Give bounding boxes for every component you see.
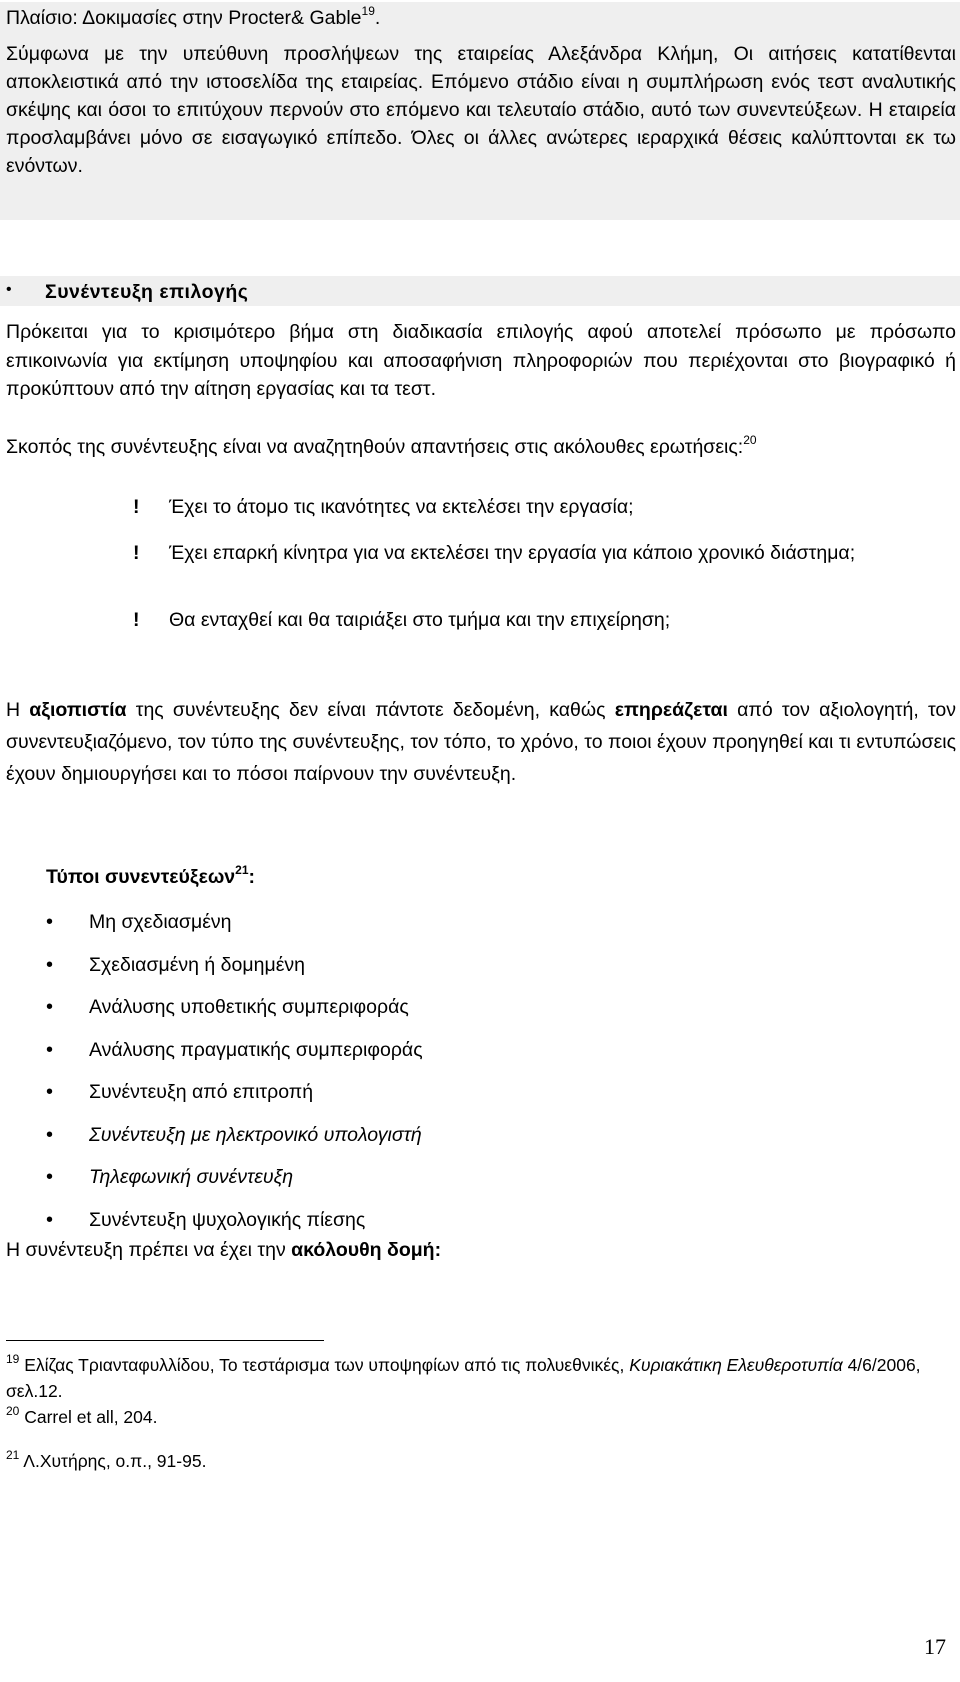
para3-part: Η — [6, 699, 30, 721]
footnote-ref-21[interactable]: 21 — [235, 863, 249, 877]
list-item — [46, 1163, 423, 1206]
footnote-text: Ελίζας Τριανταφυλλίδου, Το τεστάρισμα των υποψηφίων από τις πολυεθνικές, — [24, 1355, 630, 1375]
exclamation-bullet-icon: ! — [133, 542, 140, 564]
types-heading-colon: : — [248, 866, 256, 888]
paragraph-purpose-text: Σκοπός της συνέντευξης είναι να αναζητηθούν απαντήσεις στις ακόλουθες ερωτήσεις: — [6, 436, 744, 458]
list-item-text: Συνέντευξη από επιτροπή — [89, 1081, 314, 1103]
footnote-separator — [6, 1340, 324, 1341]
footnote-italic: Κυριακάτικη Ελευθεροτυπία — [629, 1355, 843, 1375]
para3-part: από τον αξιολογητή, τον συνεντευξιαζόμενο, τον τύπο της συνέντευξης, τον τόπο, το χρόνο, το ποιοι έχουν προηγηθεί και τι εντυπώσεις έχουν δημιουργήσει και το πόσοι παίρνουν την συνέντευξη. — [6, 699, 956, 785]
paragraph-purpose — [6, 431, 956, 463]
footnote-text: Λ.Χυτήρης, ο.π., 91-95. — [23, 1451, 207, 1471]
section-bullet-icon: • — [6, 281, 12, 298]
structure-bold: ακόλουθη δομή: — [291, 1239, 442, 1261]
question-text: Έχει επαρκή κίνητρα για να εκτελέσει την εργασία για κάποιο χρονικό διάστημα; — [169, 542, 856, 564]
footnote-text: Carrel et all, 204. — [24, 1407, 158, 1427]
bullet-icon: • — [46, 1081, 54, 1103]
list-item-text: Ανάλυσης πραγματικής συμπεριφοράς — [89, 1038, 423, 1061]
question-item — [133, 606, 956, 634]
paragraph-reliability — [6, 694, 956, 790]
box-title-tail: . — [374, 7, 381, 29]
list-item — [46, 1121, 423, 1164]
bullet-icon: • — [46, 1038, 54, 1061]
list-item — [46, 1036, 423, 1079]
footnote-number: 21 — [6, 1448, 20, 1462]
question-text: Θα ενταχθεί και θα ταιριάξει στο τμήμα και την επιχείρηση; — [169, 609, 671, 631]
structure-line — [6, 1236, 441, 1264]
section-title: Συνέντευξη επιλογής — [45, 281, 249, 303]
footnote-ref-20[interactable]: 20 — [743, 433, 757, 447]
bullet-icon: • — [46, 1208, 54, 1231]
footnote-number: 19 — [6, 1352, 20, 1366]
footnote-tail: 4/6/2006, σελ.12. — [6, 1355, 921, 1401]
footnote-20 — [6, 1404, 956, 1430]
list-item-text: Συνέντευξη με ηλεκτρονικό υπολογιστή — [89, 1123, 422, 1146]
bullet-icon: • — [46, 1123, 54, 1146]
types-heading-text: Τύποι συνεντεύξεων — [46, 866, 236, 888]
box-title-text: Πλαίσιο: Δοκιμασίες στην Procter& Gable — [6, 7, 362, 29]
list-item-text: Μη σχεδιασμένη — [89, 911, 232, 933]
types-list — [46, 908, 423, 1248]
box-title — [6, 4, 380, 32]
para3-bold-reliability: αξιοπιστία — [29, 699, 127, 721]
list-item-text: Σχεδιασμένη ή δομημένη — [89, 953, 305, 976]
para3-part: της συνέντευξης δεν είναι πάντοτε δεδομένη, καθώς — [126, 699, 615, 721]
footnote-21 — [6, 1448, 956, 1474]
footnote-ref-19[interactable]: 19 — [361, 4, 375, 18]
footnote-19 — [6, 1352, 956, 1404]
paragraph-intro: Πρόκειται για το κρισιμότερο βήμα στη διαδικασία επιλογής αφού αποτελεί πρόσωπο με πρόσωπο επικοινωνία για εκτίμηση υποψηφίου και αποσαφήνιση πληροφοριών που περιέχονται στο βιογραφικό ή προκύπτουν από την αίτηση εργασίας και τα τεστ. — [6, 321, 956, 400]
question-item — [133, 493, 956, 521]
exclamation-bullet-icon: ! — [133, 496, 140, 518]
bullet-icon: • — [46, 996, 54, 1018]
list-item-text: Συνέντευξη ψυχολογικής πίεσης — [89, 1208, 366, 1231]
bullet-icon: • — [46, 911, 54, 933]
list-item-text: Τηλεφωνική συνέντευξη — [89, 1166, 294, 1188]
para3-bold-affected: επηρεάζεται — [614, 699, 728, 721]
box-body: Σύμφωνα με την υπεύθυνη προσλήψεων της εταιρείας Αλεξάνδρα Κλήμη, Οι αιτήσεις κατατίθενται αποκλειστικά από την ιστοσελίδα της εταιρείας. Επόμενο στάδιο είναι η συμπλήρωση ενός τεστ αναλυτικής σκέψης και όσοι το επιτύχουν περνούν στο επόμενο και τελευταίο στάδιο, αυτό των συνεντεύξεων. Η εταιρεία προσλαμβάνει μόνο σε εισαγωγικό επίπεδο. Όλες οι άλλες ανώτερες ιεραρχικά θέσεις καλύπτονται εκ τω ενόντων. — [6, 43, 956, 177]
bullet-icon: • — [46, 1166, 54, 1188]
question-item — [133, 539, 956, 567]
exclamation-bullet-icon: ! — [133, 609, 140, 631]
footnote-number: 20 — [6, 1404, 20, 1418]
list-item-text: Ανάλυσης υποθετικής συμπεριφοράς — [89, 996, 409, 1018]
structure-text: Η συνέντευξη πρέπει να έχει την — [6, 1239, 292, 1261]
list-item — [46, 908, 423, 951]
bullet-icon: • — [46, 953, 54, 976]
list-item — [46, 993, 423, 1036]
page-number: 17 — [924, 1634, 946, 1659]
list-item — [46, 1078, 423, 1121]
question-text: Έχει το άτομο τις ικανότητες να εκτελέσει την εργασία; — [169, 496, 634, 518]
types-heading — [46, 863, 255, 891]
list-item — [46, 951, 423, 994]
